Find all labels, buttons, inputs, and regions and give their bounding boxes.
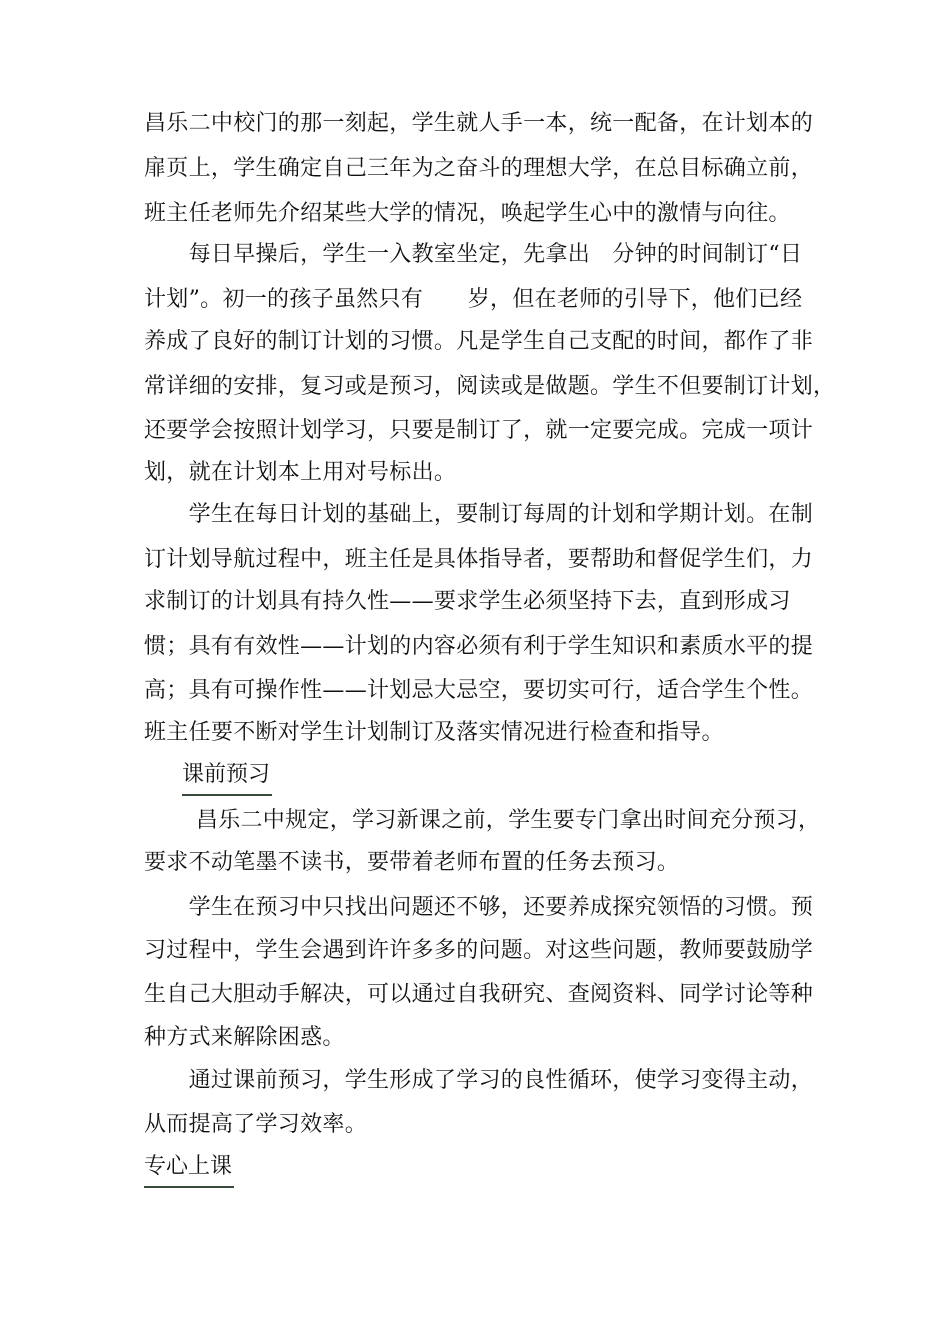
paragraph-line: 扉页上，学生确定自己三年为之奋斗的理想大学，在总目标确立前， — [144, 156, 814, 181]
paragraph-line: 昌乐二中校门的那一刻起，学生就人手一本，统一配备，在计划本的 — [144, 111, 814, 136]
paragraph-line: 习过程中，学生会遇到许许多多的问题。对这些问题，教师要鼓励学 — [144, 938, 814, 963]
paragraph-line: 每日早操后，学生一入教室坐定，先拿出 分钟的时间制订“日 — [144, 242, 803, 267]
paragraph-line: 从而提高了学习效率。 — [144, 1112, 368, 1137]
paragraph-line: 常详细的安排，复习或是预习，阅读或是做题。学生不但要制订计划， — [144, 374, 836, 399]
paragraph-line: 要求不动笔墨不读书，要带着老师布置的任务去预习。 — [144, 850, 680, 875]
paragraph-line: 学生在预习中只找出问题还不够，还要养成探究领悟的习惯。预 — [144, 895, 814, 920]
paragraph-line: 划，就在计划本上用对号标出。 — [144, 460, 457, 485]
paragraph-line: 高；具有可操作性——计划忌大忌空，要切实可行，适合学生个性。 — [144, 678, 814, 703]
paragraph-line: 计划”。初一的孩子虽然只有 岁，但在老师的引导下，他们已经 — [144, 287, 803, 312]
paragraph-line: 求制订的计划具有持久性——要求学生必须坚持下去，直到形成习 — [144, 589, 791, 614]
paragraph-line: 学生在每日计划的基础上，要制订每周的计划和学期计划。在制 — [144, 502, 814, 527]
paragraph-line: 还要学会按照计划学习，只要是制订了，就一定要完成。完成一项计 — [144, 418, 814, 443]
section-heading: 专心上课 — [144, 1152, 234, 1188]
paragraph-line: 订计划导航过程中，班主任是具体指导者，要帮助和督促学生们，力 — [144, 547, 814, 572]
paragraph-line: 惯；具有有效性——计划的内容必须有利于学生知识和素质水平的提 — [144, 634, 814, 659]
paragraph-line: 种方式来解除困惑。 — [144, 1025, 345, 1050]
paragraph-line: 昌乐二中规定，学习新课之前，学生要专门拿出时间充分预习， — [144, 808, 821, 833]
paragraph-line: 班主任要不断对学生计划制订及落实情况进行检查和指导。 — [144, 720, 724, 745]
paragraph-line: 班主任老师先介绍某些大学的情况，唤起学生心中的激情与向往。 — [144, 201, 791, 226]
paragraph-line: 养成了良好的制订计划的习惯。凡是学生自己支配的时间，都作了非 — [144, 329, 814, 354]
paragraph-line: 生自己大胆动手解决，可以通过自我研究、查阅资料、同学讨论等种 — [144, 982, 814, 1007]
paragraph-line: 通过课前预习，学生形成了学习的良性循环，使学习变得主动， — [144, 1068, 814, 1093]
section-heading: 课前预习 — [182, 760, 272, 796]
